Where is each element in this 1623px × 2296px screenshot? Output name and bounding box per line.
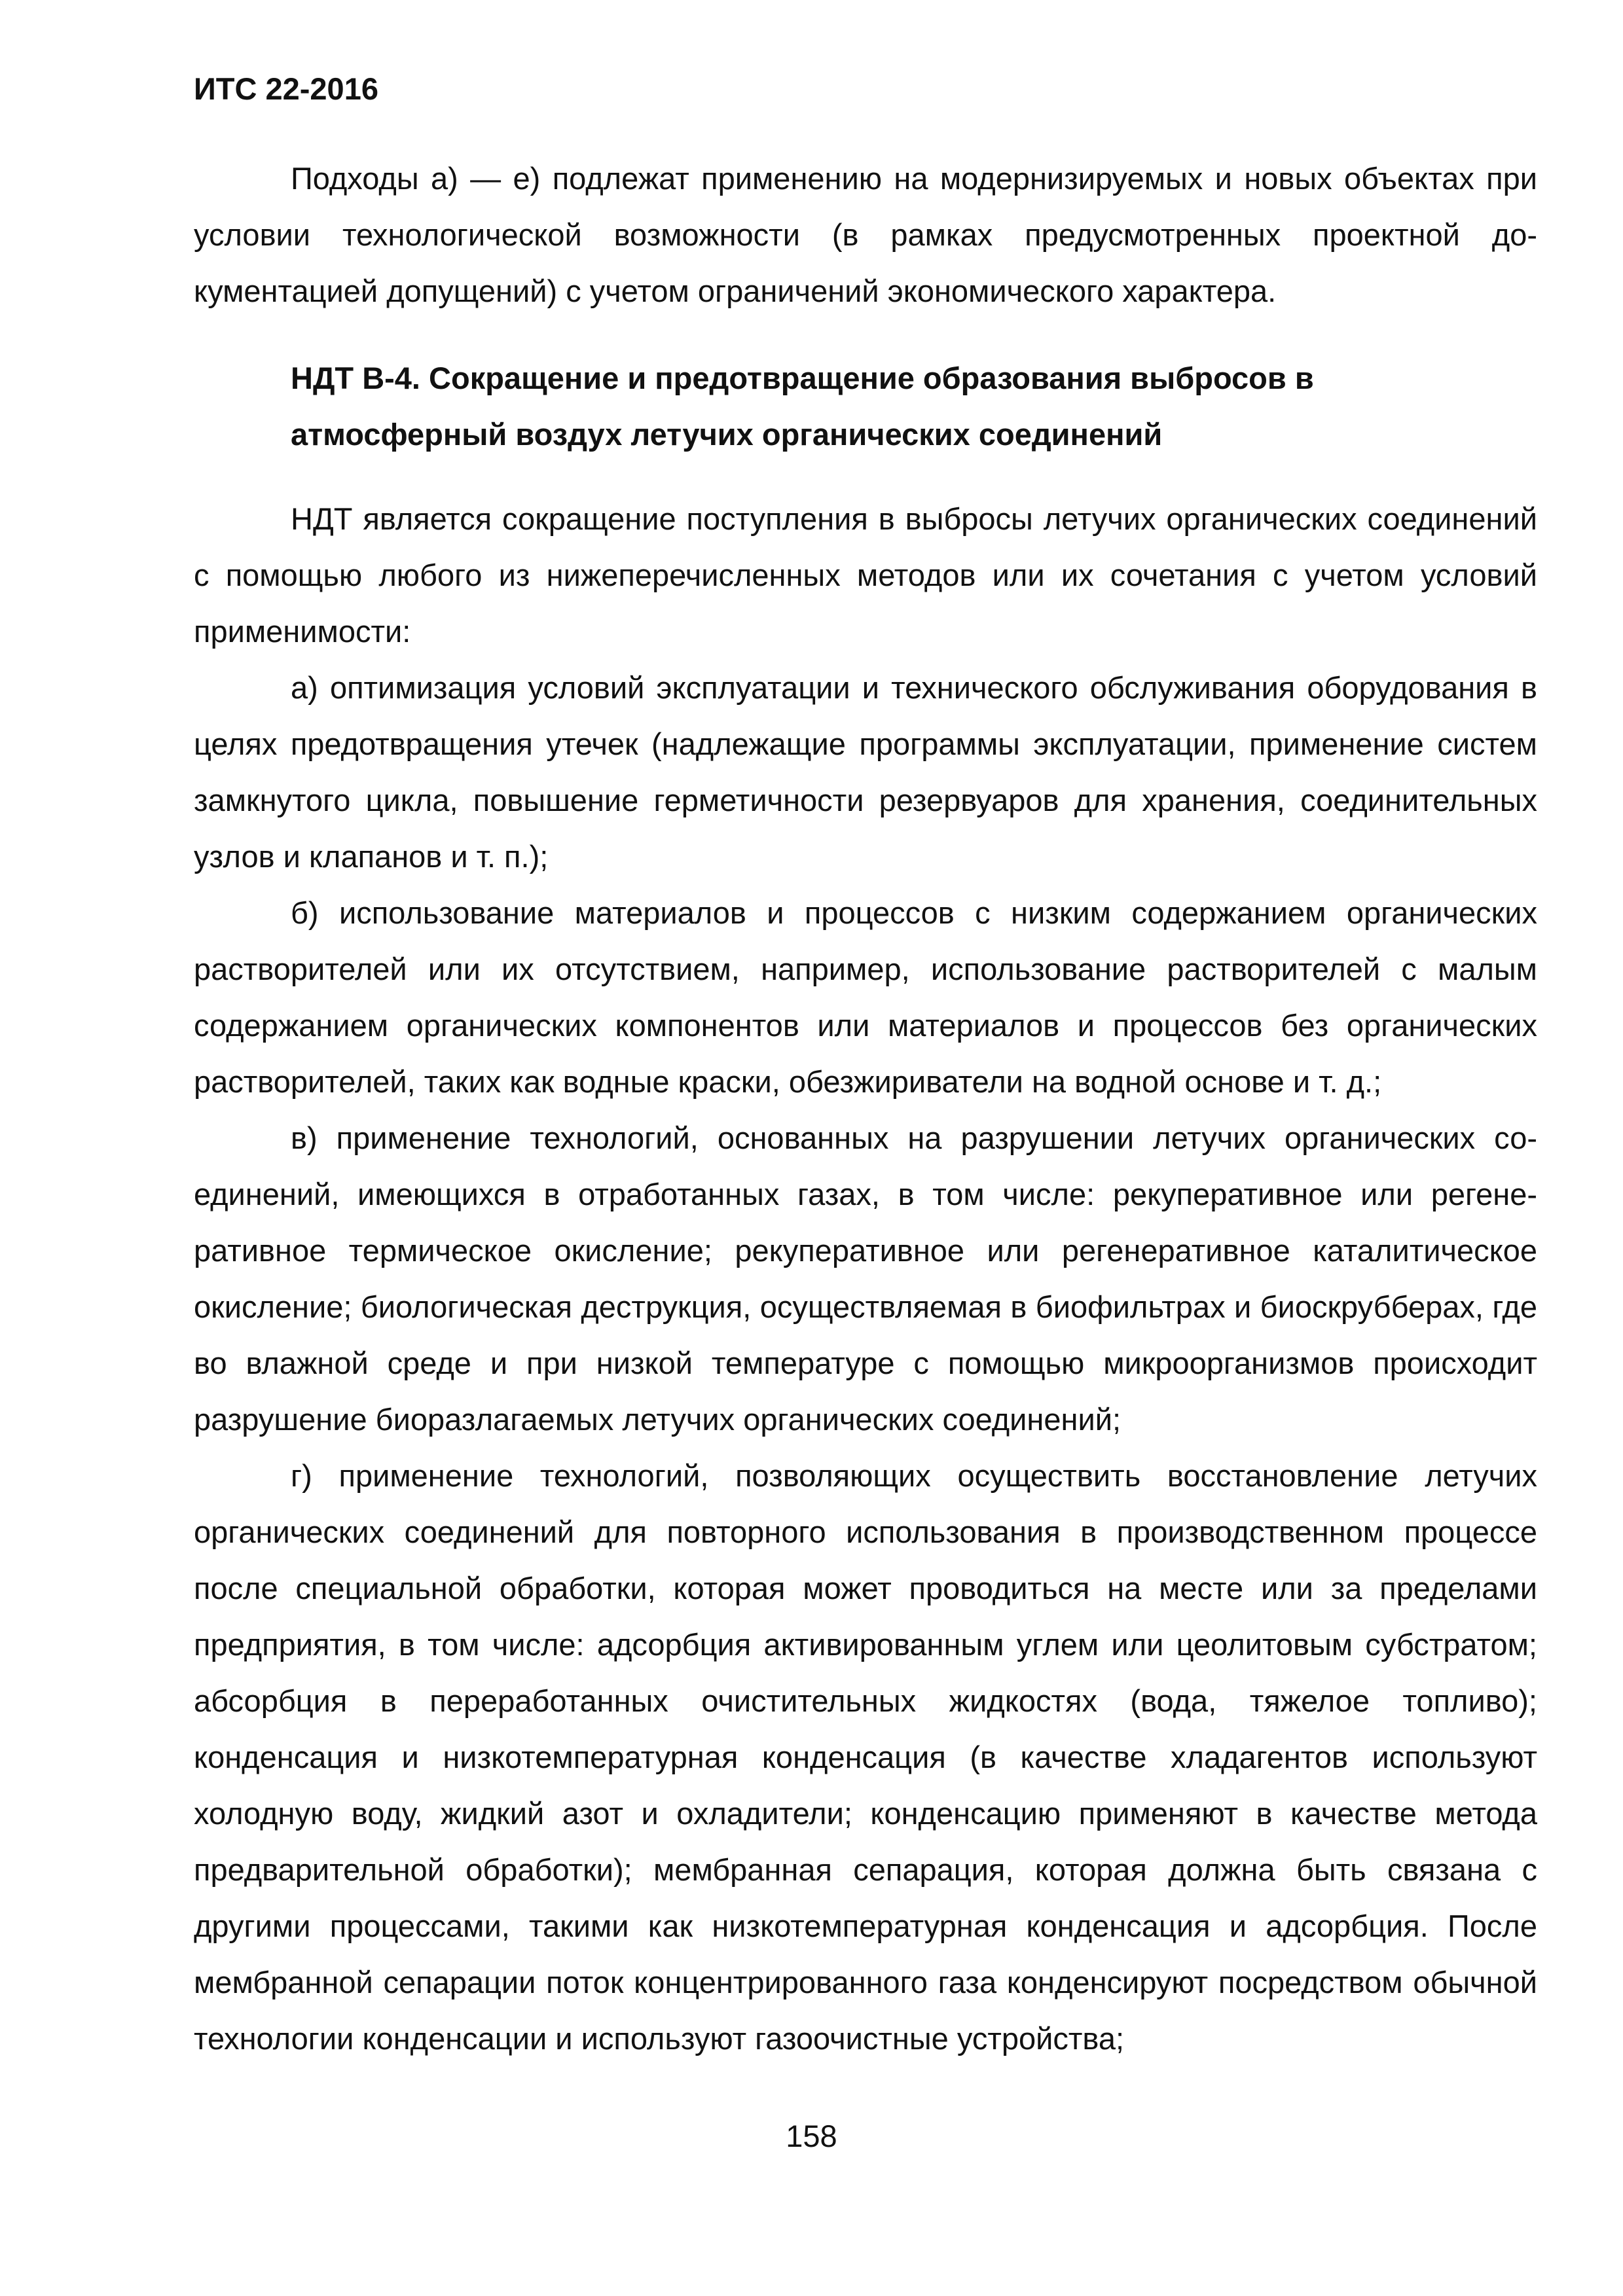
section-lead-paragraph: НДТ является сокращение поступления в выбросы летучих органических соединений с помощью любого из нижеперечисленных методов или их сочетания с учетом условий применимости: (194, 501, 1537, 649)
list-item-a: а) оптимизация условий эксплуатации и технического обслуживания оборудования в целях предотвращения утечек (надлежащие программы эксплуатации, применение систем замкнутого цикла, повышение герметичности резервуаров для хранения, соединительных узлов и клапанов и т. п.); (194, 670, 1537, 874)
document-code-header: ИТС 22-2016 (194, 71, 378, 106)
list-item-b: б) использование материалов и процессов с низким содержанием органических растворителей или их отсутствием, например, использование растворителей с малым содержанием органических компонентов или материалов и процессов без органических растворителей, таких как водные краски, обезжириватели на водной основе и т. д.; (194, 895, 1537, 1099)
page-number: 158 (786, 2119, 837, 2153)
section-body (194, 491, 1537, 2067)
section-heading: НДТ В-4. Сокращение и предотвращение образования выбросов в атмосферный воздух летучих органических соединений (291, 361, 1314, 452)
list-item-v: в) применение технологий, основанных на разрушении летучих органических соединений, имеющихся в отработанных газах, в том числе: рекуперативное или регенеративное термическое окисление; рекуперативное или регенеративное каталитическое окисление; биологическая деструкция, осуществляемая в биофильтрах и биоскрубберах, где во влажной среде и при низкой температуре с помощью микроорганизмов происходит разрушение биоразлагаемых летучих органических соединений; (194, 1121, 1537, 1437)
intro-paragraph: Подходы а) — е) подлежат применению на модернизируемых и новых объектах при условии технологической возможности (в рамках предусмотренных проектной документацией допущений) с учетом ограничений экономического характера. (194, 161, 1537, 308)
list-item-g: г) применение технологий, позволяющих осуществить восстановление летучих органических соединений для повторного использования в производственном процессе после специальной обработки, которая может проводиться на месте или за пределами предприятия, в том числе: адсорбция активированным углем или цеолитовым субстратом; абсорбция в переработанных очистительных жидкостях (вода, тяжелое топливо); конденсация и низкотемпературная конденсация (в качестве хладагентов используют холодную воду, жидкий азот и охладители; конденсацию применяют в качестве метода предварительной обработки); мембранная сепарация, которая должна быть связана с другими процессами, такими как низкотемпературная конденсация и адсорбция. После мембранной сепарации поток концентрированного газа конденсируют посредством обычной технологии конденсации и используют газоочистные устройства; (194, 1458, 1537, 2056)
intro-block (194, 151, 1537, 319)
